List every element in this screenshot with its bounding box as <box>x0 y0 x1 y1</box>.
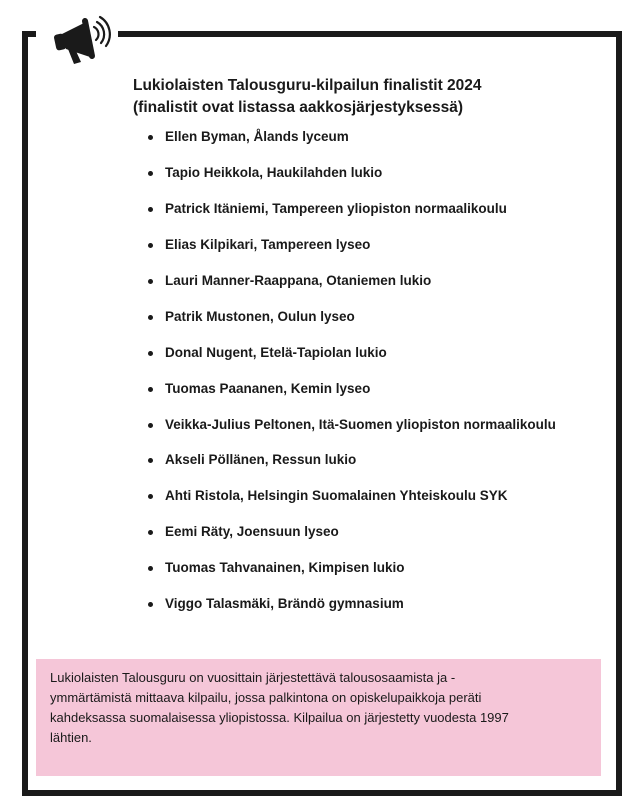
list-item: Akseli Pöllänen, Ressun lukio <box>148 451 588 469</box>
list-item: Ellen Byman, Ålands lyceum <box>148 128 588 146</box>
list-item: Ahti Ristola, Helsingin Suomalainen Yhteiskoulu SYK <box>148 487 588 505</box>
list-item: Veikka-Julius Peltonen, Itä-Suomen yliopiston normaalikoulu <box>148 416 588 434</box>
info-line: ymmärtämistä mittaava kilpailu, jossa palkintona on opiskelupaikkoja peräti <box>50 690 482 705</box>
list-item: Tuomas Tahvanainen, Kimpisen lukio <box>148 559 588 577</box>
info-line: lähtien. <box>50 730 92 745</box>
list-item: Lauri Manner-Raappana, Otaniemen lukio <box>148 272 588 290</box>
subtitle-line: (finalistit ovat listassa aakkosjärjestyksessä) <box>133 99 463 116</box>
list-item: Viggo Talasmäki, Brändö gymnasium <box>148 595 588 613</box>
list-item: Eemi Räty, Joensuun lyseo <box>148 523 588 541</box>
list-item: Elias Kilpikari, Tampereen lyseo <box>148 236 588 254</box>
list-item: Donal Nugent, Etelä-Tapiolan lukio <box>148 344 588 362</box>
info-line: kahdeksassa suomalaisessa yliopistossa. Kilpailua on järjestetty vuodesta 1997 <box>50 710 509 725</box>
list-item: Patrik Mustonen, Oulun lyseo <box>148 308 588 326</box>
title-line: Lukiolaisten Talousguru-kilpailun finalistit 2024 <box>133 77 482 94</box>
list-item: Patrick Itäniemi, Tampereen yliopiston normaalikoulu <box>148 200 588 218</box>
info-box <box>36 659 601 776</box>
finalists-list <box>148 128 588 631</box>
list-item: Tapio Heikkola, Haukilahden lukio <box>148 164 588 182</box>
info-line: Lukiolaisten Talousguru on vuosittain järjestettävä talousosaamista ja - <box>50 670 456 685</box>
megaphone-icon <box>52 12 112 68</box>
page-title <box>133 75 573 119</box>
list-item: Tuomas Paananen, Kemin lyseo <box>148 380 588 398</box>
